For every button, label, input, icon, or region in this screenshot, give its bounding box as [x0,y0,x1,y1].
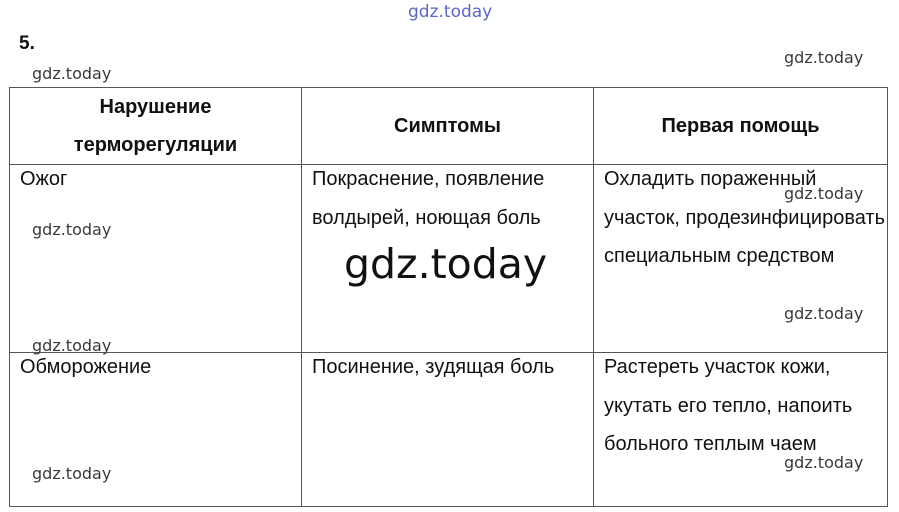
header-symptoms: Симптомы [302,88,594,165]
watermark: gdz.today [32,464,112,483]
task-number: 5. [19,33,35,54]
disorder-text: Ожог [20,168,68,190]
first-aid-text: Растереть участок кожи, укутать его тепло, напоить больного теплым чаем [604,356,853,455]
watermark: gdz.today [32,336,112,355]
first-aid-cell [594,353,888,507]
watermark: gdz.today [32,64,112,83]
disorder-text: Обморожение [20,356,152,378]
symptoms-text: Покраснение, появление волдырей, ноющая боль [312,168,545,229]
watermark: gdz.today [784,304,864,323]
watermark: gdz.today [32,220,112,239]
table-row [10,353,888,507]
watermark: gdz.today [408,2,493,22]
header-disorder: Нарушение терморегуляции [10,88,302,165]
disorder-cell [10,165,302,353]
watermark-large: gdz.today [344,240,548,288]
symptoms-text: Посинение, зудящая боль [312,356,555,378]
watermark: gdz.today [784,48,864,67]
thermoregulation-table [9,87,888,507]
watermark: gdz.today [784,453,864,472]
disorder-cell [10,353,302,507]
symptoms-cell [302,353,594,507]
header-first-aid: Первая помощь [594,88,888,165]
watermark: gdz.today [784,184,864,203]
table-header-row [10,88,888,165]
first-aid-text: Охладить пораженный участок, продезинфицировать специальным средством [604,168,886,267]
